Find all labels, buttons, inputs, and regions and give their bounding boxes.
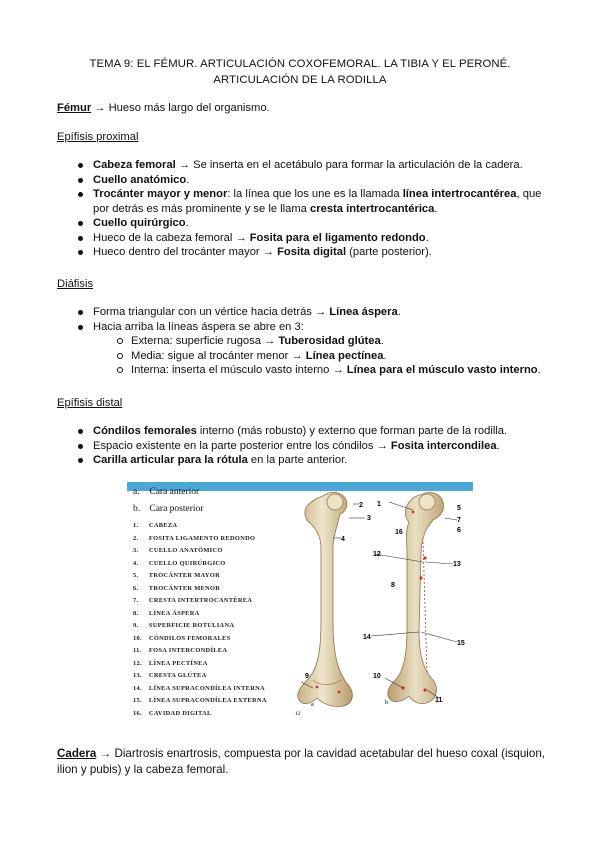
legend-number: 5. (133, 572, 139, 579)
item-text: . (380, 335, 384, 347)
item-bold: Línea áspera (329, 306, 398, 318)
sub-list-item (57, 349, 547, 364)
item-text: . (425, 231, 429, 244)
legend-number: 7. (133, 597, 139, 604)
item-text: Media: sigue al trocánter menor → (131, 349, 306, 362)
item-text: Espacio existente en la parte posterior entre los cóndilos → (93, 439, 391, 452)
legend-number: 8. (133, 609, 139, 617)
legend-label: FOSITA LIGAMENTO REDONDO (148, 534, 256, 542)
callout-label: 7 (457, 517, 461, 524)
legend-label: LÍNEA ÁSPERA (148, 609, 200, 617)
legend-label: Cara posterior (149, 504, 204, 514)
title-line-1: TEMA 9: EL FÉMUR. ARTICULACIÓN COXOFEMORAL. LA TIBIA Y EL PERONÉ. (89, 58, 511, 70)
corner-number: 12 (295, 711, 301, 717)
list-item (57, 320, 547, 335)
list-item (57, 173, 547, 188)
legend-label: TROCÁNTER MENOR (148, 584, 221, 592)
heading-epifisis-distal: Epífisis distal (57, 397, 123, 409)
legend-number: 11. (133, 647, 142, 654)
femur-illustration (127, 482, 473, 718)
legend-number: 9. (133, 622, 139, 629)
list-item (57, 424, 547, 439)
legend-number: 14. (133, 684, 142, 692)
legend-number: 12. (133, 659, 142, 667)
femur-term: Fémur (57, 102, 92, 114)
legend-label: SUPERFICIE ROTULIANA (148, 622, 235, 629)
list-item (57, 245, 547, 260)
callout-label: 2 (359, 502, 363, 509)
list-item (57, 439, 547, 454)
heading-epifisis-proximal: Epífisis proximal (57, 131, 139, 143)
item-text: Externa: superficie rugosa → (131, 335, 279, 347)
item-bold: Cuello anatómico (93, 173, 187, 186)
item-text: , que por detrás es más prominente y se le llama (93, 188, 542, 215)
item-text: . (185, 217, 189, 229)
callout-label: 4 (341, 536, 345, 543)
legend-number: 6. (133, 584, 139, 592)
item-bold: Cabeza femoral (93, 159, 176, 171)
item-text: . (186, 173, 190, 186)
legend-number: b. (133, 504, 141, 514)
corner-label-b: b (385, 700, 388, 706)
item-bold: Línea para el músculo vasto interno (346, 364, 538, 376)
legend-number: 3. (133, 547, 139, 554)
legend-label: Cara anterior (149, 487, 200, 497)
legend-label: FOSA INTERCONDÍLEA (148, 647, 228, 654)
legend-label: CÓNDILOS FEMORALES (148, 634, 231, 642)
legend-number: 10. (133, 634, 142, 642)
item-text: . (496, 439, 500, 452)
corner-label-a: a (311, 702, 314, 708)
sub-list-item (57, 334, 547, 349)
cadera-term: Cadera (57, 747, 97, 760)
item-text: . (434, 202, 438, 215)
item-text: interno (más robusto) y externo que forman parte de la rodilla. (196, 425, 508, 437)
item-text: Hueco de la cabeza femoral → (93, 231, 250, 244)
list-epifisis-distal (57, 424, 547, 468)
list-item (57, 158, 547, 173)
item-text: (parte posterior). (346, 246, 432, 258)
callout-label: 5 (457, 505, 461, 512)
item-text: Hueco dentro del trocánter mayor → (93, 246, 278, 258)
femur-posterior (371, 492, 457, 703)
list-diafisis (57, 305, 547, 378)
legend-number: 15. (133, 697, 142, 704)
callout-label: 9 (305, 673, 309, 680)
callout-label: 14 (363, 634, 371, 641)
item-text: Interna: inserta el músculo vasto interno → (131, 364, 347, 376)
item-bold: Línea pectínea (305, 349, 384, 362)
legend-number: a. (133, 487, 140, 497)
callout-label: 16 (395, 529, 403, 536)
legend-number: 1. (133, 522, 139, 529)
legend-number: 2. (133, 534, 139, 542)
list-item (57, 453, 547, 468)
item-text: . (383, 349, 387, 362)
legend-label: CUELLO ANATÓMICO (148, 547, 223, 554)
legend-label: CRESTA INTERTROCANTÉREA (148, 597, 253, 604)
legend-label: CUELLO QUIRÚRGICO (148, 559, 226, 567)
list-item (57, 231, 547, 246)
callout-label: 6 (457, 527, 461, 534)
item-bold: Fosita intercondilea (390, 439, 497, 452)
legend-label: LÍNEA PECTÍNEA (148, 659, 208, 667)
femur-figure (127, 482, 473, 718)
legend-number: 16. (133, 709, 142, 717)
legend-label: CABEZA (148, 522, 178, 529)
heading-diafisis: Diáfisis (57, 278, 94, 290)
item-bold: Cuello quirúrgico (93, 217, 186, 229)
legend-label: LÍNEA SUPRACONDÍLEA INTERNA (148, 684, 265, 692)
item-bold: Carilla articular para la rótula (93, 454, 248, 466)
callout-label: 11 (435, 697, 443, 704)
item-bold: Fosita para el ligamento redondo (249, 231, 426, 244)
item-bold: cresta intertrocantérica (310, 202, 435, 215)
callout-label: 15 (457, 640, 465, 647)
legend-label: CRESTA GLÚTEA (148, 672, 207, 679)
item-bold: línea intertrocantérea (402, 188, 517, 200)
item-text: Forma triangular con un vértice hacia detrás → (93, 306, 330, 318)
list-epifisis-proximal (57, 158, 547, 260)
item-text: en la parte anterior. (247, 454, 348, 466)
femur-intro (57, 101, 547, 116)
legend-number: 4. (133, 559, 139, 567)
femur-intro-text: → Hueso más largo del organismo. (91, 102, 270, 114)
legend-label: TROCÁNTER MAYOR (148, 572, 220, 579)
sub-list-item (57, 363, 547, 378)
callout-label: 13 (453, 561, 461, 568)
legend-number: 13. (133, 672, 142, 679)
item-bold: Cóndilos femorales (93, 425, 197, 437)
item-text: . (397, 306, 401, 318)
title-line-2: ARTICULACIÓN DE LA RODILLA (213, 74, 387, 86)
item-text: : la línea que los une es la llamada (227, 188, 403, 200)
item-bold: Fosita digital (277, 246, 347, 258)
cadera-paragraph (57, 746, 545, 778)
callout-label: 12 (373, 551, 381, 558)
list-item (57, 305, 547, 320)
list-item (57, 187, 547, 216)
callout-label: 8 (391, 582, 395, 589)
item-bold: Trocánter mayor y menor (93, 188, 228, 200)
cadera-text: → Diartrosis enartrosis, compuesta por la cavidad acetabular del hueso coxal (isquion, ilion y pubis) y la cabeza femoral. (57, 747, 545, 776)
item-bold: Tuberosidad glútea (278, 335, 381, 347)
callout-label: 10 (373, 673, 381, 680)
page-title (60, 56, 540, 88)
list-item (57, 216, 547, 231)
callout-label: 3 (367, 515, 371, 522)
item-text: → Se inserta en el acetábulo para formar la articulación de la cadera. (175, 159, 523, 171)
item-text: Hacia arriba la líneas áspera se abre en 3: (93, 320, 304, 333)
item-text: . (537, 364, 541, 376)
legend-label: CAVIDAD DIGITAL (148, 709, 212, 717)
legend-label: LÍNEA SUPRACONDÍLEA EXTERNA (148, 697, 267, 704)
callout-label: 1 (377, 501, 381, 508)
